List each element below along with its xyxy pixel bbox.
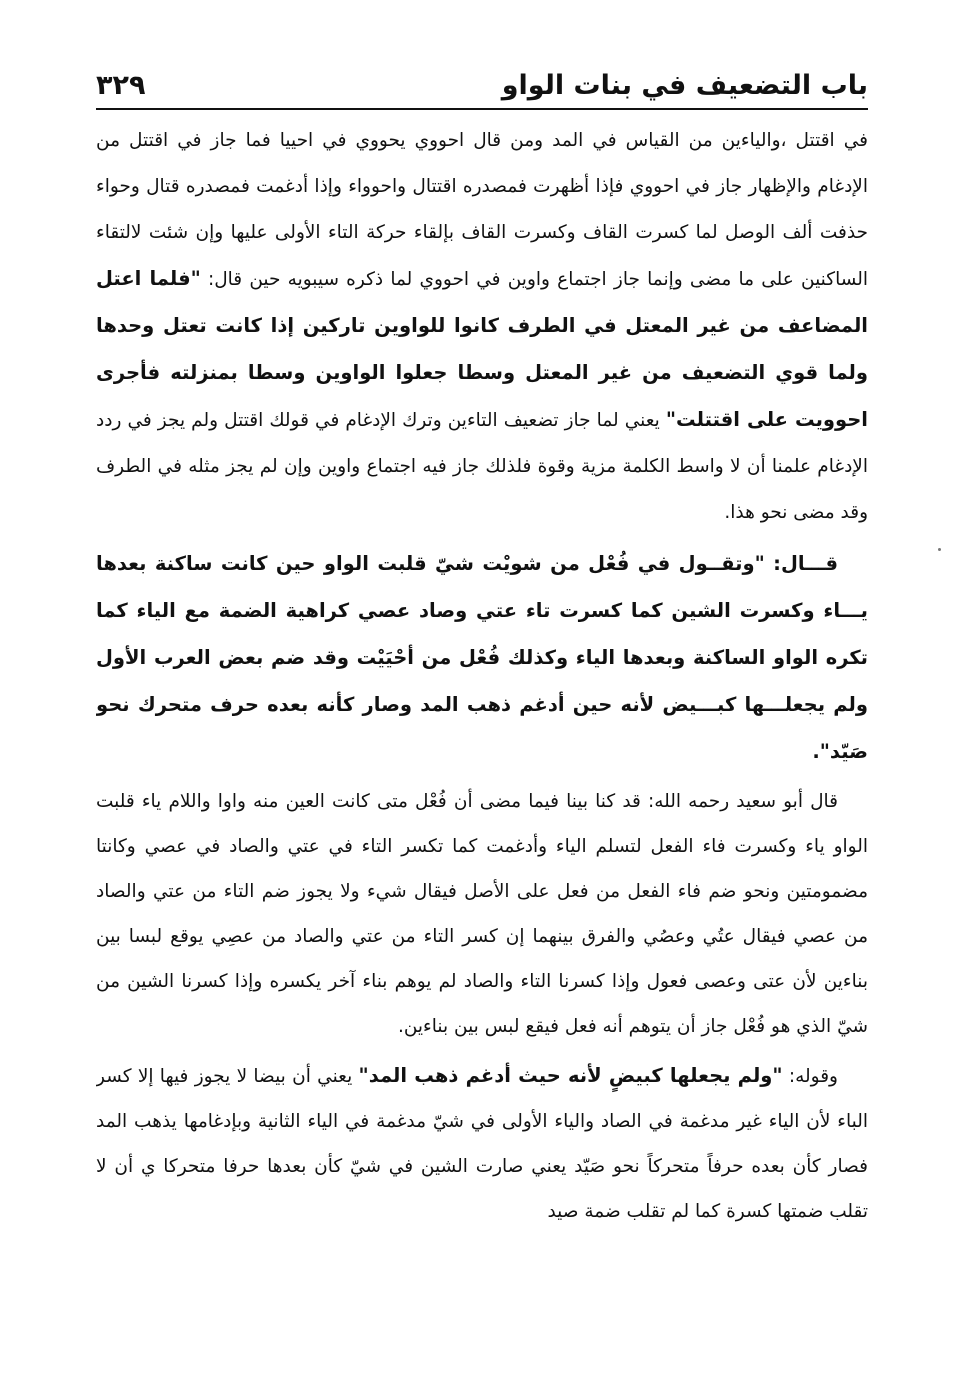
quoted-passage — [96, 540, 868, 775]
paragraph-4-commentary: يعني أن بيضا لا يجوز فيها إلا كسر الباء لأن الياء غير مدغمة في الصاد والياء الأولى في شيّ مدغمة في الياء الثانية وبإدغامها يذهب المد فصار كأن بعده حرفاً متحركاً نحو صَيّد يعني صارت الشين في شيّ كأن بعدها حرفا متحركا ي أن لا تقلب ضمتها كسرة كما لم تقلب ضمة صيد — [96, 1066, 868, 1222]
paragraph-4-lead: وقوله: — [782, 1066, 838, 1087]
page-number: ٣٢٩ — [96, 69, 146, 101]
margin-speck — [938, 548, 941, 551]
paragraph-4 — [96, 1053, 868, 1234]
paragraph-4-quote: "ولم يجعلها كبيضٍ لأنه حيث أدغم ذهب المد" — [358, 1064, 783, 1087]
paragraph-1-text: في اقتتل ،والياءين من القياس في المد ومن قال احووي يحووي في احييا فما جاز في اقتتل من الإدغام والإظهار جاز في احووي فإذا أظهرت فمصدره اقتتال واحوواء وإذا أدغمت فمصدره قتال وحواء حذفت ألف الوصل لما كسرت القاف وكسرت القاف بإلقاء حركة التاء الأولى عليها وإن شئت لالتقاء الساكنين على ما مضى وإنما جاز اجتماع واوين في احووي لما ذكره سيبويه حين قال: — [96, 130, 868, 290]
paragraph-2: قـــال: "وتقــول في فُعْل من شويْت شيّ قلبت الواو حين كانت ساكنة بعدها يـــاء وكسرت الشين كما كسرت تاء عتي وصاد عصي كراهية الضمة مع الياء كما تكره الواو الساكنة وبعدها الياء وكذلك فُعْل من أحْيَيْت وقد ضم بعض العرب الأول ولم يجعلـــها كبـــيض لأنه حين أدغم ذهب المد وصار كأنه بعده حرف متحرك نحو صَيّد". — [96, 552, 868, 763]
chapter-title: باب التضعيف في بنات الواو — [501, 69, 868, 101]
running-header — [96, 58, 868, 110]
paragraph-1 — [96, 118, 868, 536]
paragraph-3: قال أبو سعيد رحمه الله: قد كنا بينا فيما مضى أن فُعْل متى كانت العين منه واوا واللام ياء قلبت الواو ياء وكسرت فاء الفعل لتسلم الياء وأدغمت كما تكسر التاء في عتي والصاد في عصي وكانتا مضمومتين ونحو ضم فاء الفعل من فعل على الأصل فيقال شيء ولا يجوز ضم التاء من عتي والصاد من عصي فيقال عتُي وعصُي والفرق بينهما إن كسر التاء من عتي والصاد من عصِي يوقع لبسا بين بناءين لأن عتى وعصى فعول وإذا كسرنا التاء والصاد لم يوهم بناء آخر يكسره وإذا كسرنا الشين من شيّ الذي هو فُعْل جاز أن يتوهم أنه فعل فيقع لبس بين بناءين. — [96, 791, 868, 1037]
paragraph-1-commentary: يعني لما جاز تضعيف التاءين وترك الإدغام في قولك اقتتل ولم يجز في ردد الإدغام علمنا أن لا واسط الكلمة مزية وقوة فلذلك جاز فيه اجتماع واوين وإن لم يجز مثله في الطرف وقد مضى نحو هذا. — [96, 410, 868, 523]
sibawayh-quote: "فلما اعتل المضاعف من غير المعتل في الطرف كانوا للواوين تاركين إذا كانت تعتل وحدها ولما قوي التضعيف من غير المعتل وسطا جعلوا الواوين وسطا بمنزلته فأجرى احوويت على اقتتلت" — [96, 267, 868, 431]
body-text — [96, 118, 868, 1348]
